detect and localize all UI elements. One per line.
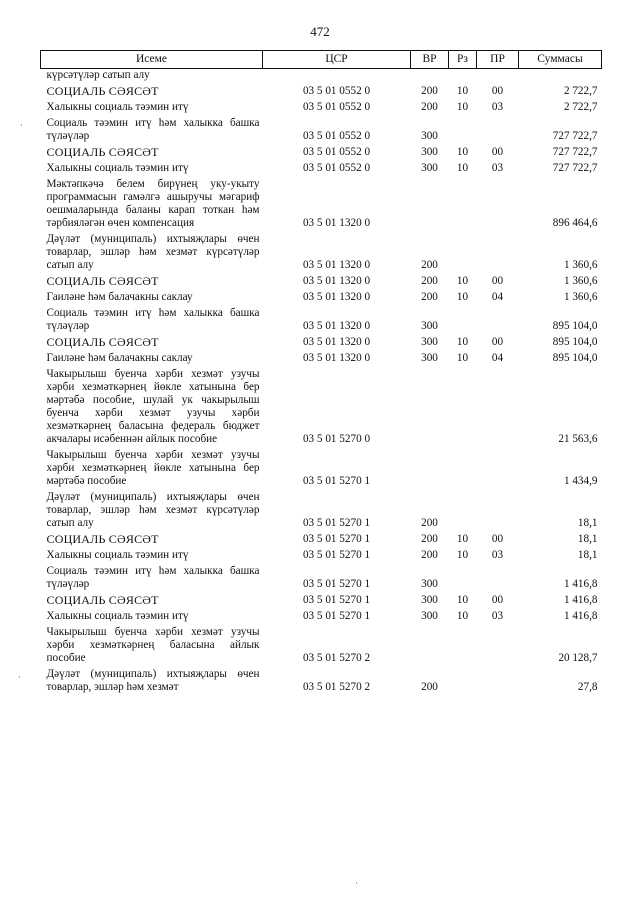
- cell-name: СОЦИАЛЬ СӘЯСӘТ: [46, 532, 159, 546]
- cell-csr: [263, 69, 411, 83]
- cell-csr: 03 5 01 1320 0: [302, 336, 371, 348]
- table-row: [41, 546, 602, 562]
- cell-pr: 04: [491, 291, 504, 303]
- cell-vr: 300: [421, 336, 438, 348]
- cell-rz: [449, 365, 477, 446]
- cell-rz: 10: [456, 352, 469, 364]
- cell-csr: 03 5 01 5270 1: [302, 533, 371, 545]
- table-row: [41, 159, 602, 175]
- table-row: [41, 114, 602, 143]
- cell-name: Гаиләне һәм балачакны саклау: [46, 291, 193, 303]
- cell-rz: [449, 446, 477, 488]
- cell-name: күрсәтүләр сатып алу: [46, 69, 150, 81]
- cell-rz: [449, 175, 477, 230]
- cell-name: СОЦИАЛЬ СӘЯСӘТ: [46, 593, 159, 607]
- cell-name: Чакырылыш буенча хәрби хезмәт узучы хәрби хезмәткәрнең баласына айлык пособие: [46, 626, 260, 664]
- cell-pr: [477, 175, 519, 230]
- cell-name: СОЦИАЛЬ СӘЯСӘТ: [46, 335, 159, 349]
- cell-pr: 00: [491, 146, 504, 158]
- table-row: [41, 349, 602, 365]
- cell-pr: 00: [491, 275, 504, 287]
- cell-sum: 27,8: [577, 681, 598, 693]
- cell-pr: [477, 365, 519, 446]
- cell-rz: [449, 623, 477, 665]
- cell-pr: [477, 562, 519, 591]
- cell-vr: 300: [421, 320, 438, 332]
- cell-rz: 10: [456, 533, 469, 545]
- page-number: 472: [310, 24, 330, 39]
- cell-sum: 2 722,7: [563, 101, 598, 113]
- table-row: [41, 272, 602, 288]
- cell-pr: [477, 230, 519, 272]
- cell-csr: 03 5 01 1320 0: [302, 320, 371, 332]
- cell-name: Халыкны социаль тәэмин итү: [46, 549, 189, 561]
- cell-rz: [449, 69, 477, 83]
- cell-sum: 21 563,6: [558, 433, 598, 445]
- cell-pr: 03: [491, 162, 504, 174]
- cell-sum: 18,1: [577, 533, 598, 545]
- cell-pr: [477, 623, 519, 665]
- cell-rz: 10: [456, 291, 469, 303]
- table-row: [41, 333, 602, 349]
- cell-name: СОЦИАЛЬ СӘЯСӘТ: [46, 274, 159, 288]
- cell-sum: 2 722,7: [563, 85, 598, 97]
- cell-name: Халыкны социаль тәэмин итү: [46, 610, 189, 622]
- cell-rz: 10: [456, 101, 469, 113]
- cell-vr: 300: [421, 594, 438, 606]
- cell-rz: 10: [456, 275, 469, 287]
- cell-sum: 1 416,8: [563, 610, 598, 622]
- cell-csr: 03 5 01 5270 2: [302, 681, 371, 693]
- cell-pr: [477, 446, 519, 488]
- cell-name: Халыкны социаль тәэмин итү: [46, 162, 189, 174]
- cell-name: Чакырылыш буенча хәрби хезмәт узучы хәрби хезмәткәрнең йөкле хатынына бер мәртәбә пособие: [46, 449, 260, 487]
- cell-pr: [477, 69, 519, 83]
- cell-vr: 200: [421, 101, 438, 113]
- cell-csr: 03 5 01 5270 1: [302, 517, 371, 529]
- cell-vr: 200: [421, 259, 438, 271]
- table-row: [41, 562, 602, 591]
- table-row: [41, 530, 602, 546]
- cell-rz: 10: [456, 146, 469, 158]
- cell-rz: 10: [456, 85, 469, 97]
- cell-pr: 00: [491, 336, 504, 348]
- cell-rz: 10: [456, 610, 469, 622]
- table-row: [41, 665, 602, 694]
- margin-mark: ·: [20, 120, 23, 130]
- header-csr: ЦСР: [263, 51, 411, 69]
- cell-rz: [449, 488, 477, 530]
- cell-csr: 03 5 01 0552 0: [302, 85, 371, 97]
- cell-sum: 727 722,7: [552, 162, 598, 174]
- cell-vr: [411, 623, 449, 665]
- cell-name: Гаиләне һәм балачакны саклау: [46, 352, 193, 364]
- table-row: [41, 607, 602, 623]
- cell-name: Социаль тәэмин итү һәм халыкка башка түләүләр: [46, 307, 260, 332]
- table-row: [41, 304, 602, 333]
- cell-sum: 1 360,6: [563, 275, 598, 287]
- cell-csr: 03 5 01 1320 0: [302, 217, 371, 229]
- header-pr: ПР: [477, 51, 519, 69]
- cell-name: СОЦИАЛЬ СӘЯСӘТ: [46, 84, 159, 98]
- header-rz: Рз: [449, 51, 477, 69]
- table-row: [41, 288, 602, 304]
- cell-rz: [449, 230, 477, 272]
- cell-csr: 03 5 01 1320 0: [302, 259, 371, 271]
- table-row: [41, 143, 602, 159]
- cell-vr: 300: [421, 610, 438, 622]
- header-name: Исеме: [41, 51, 263, 69]
- cell-csr: 03 5 01 1320 0: [302, 275, 371, 287]
- cell-sum: 1 360,6: [563, 291, 598, 303]
- cell-csr: 03 5 01 0552 0: [302, 101, 371, 113]
- cell-csr: 03 5 01 5270 1: [302, 594, 371, 606]
- cell-pr: [477, 665, 519, 694]
- cell-csr: 03 5 01 1320 0: [302, 291, 371, 303]
- cell-sum: 1 416,8: [563, 578, 598, 590]
- cell-csr: 03 5 01 0552 0: [302, 130, 371, 142]
- cell-pr: 00: [491, 533, 504, 545]
- cell-csr: 03 5 01 0552 0: [302, 146, 371, 158]
- cell-pr: 03: [491, 549, 504, 561]
- cell-csr: 03 5 01 5270 0: [302, 433, 371, 445]
- cell-vr: 300: [421, 162, 438, 174]
- cell-pr: 00: [491, 594, 504, 606]
- cell-csr: 03 5 01 5270 1: [302, 475, 371, 487]
- cell-csr: 03 5 01 5270 2: [302, 652, 371, 664]
- header-vr: ВР: [411, 51, 449, 69]
- table-row: [41, 82, 602, 98]
- cell-pr: 03: [491, 101, 504, 113]
- cell-rz: [449, 304, 477, 333]
- cell-vr: [411, 69, 449, 83]
- cell-csr: 03 5 01 1320 0: [302, 352, 371, 364]
- cell-vr: 300: [421, 578, 438, 590]
- cell-pr: [477, 114, 519, 143]
- table-header: [41, 51, 602, 69]
- cell-sum: 18,1: [577, 549, 598, 561]
- cell-sum: 896 464,6: [552, 217, 598, 229]
- cell-sum: [519, 69, 602, 83]
- budget-table: [40, 50, 602, 694]
- cell-vr: 300: [421, 130, 438, 142]
- cell-vr: 200: [421, 533, 438, 545]
- cell-csr: 03 5 01 0552 0: [302, 162, 371, 174]
- table-row: [41, 69, 602, 83]
- cell-csr: 03 5 01 5270 1: [302, 549, 371, 561]
- cell-sum: 20 128,7: [558, 652, 598, 664]
- table-body: [41, 69, 602, 695]
- cell-vr: 300: [421, 352, 438, 364]
- cell-vr: 200: [421, 275, 438, 287]
- cell-name: Дәүләт (муниципаль) ихтыяҗлары өчен товарлар, эшләр һәм хезмәт күрсәтүләр сатып алу: [46, 233, 260, 271]
- cell-vr: [411, 365, 449, 446]
- cell-vr: [411, 446, 449, 488]
- cell-name: Социаль тәэмин итү һәм халыкка башка түләүләр: [46, 117, 260, 142]
- cell-vr: 200: [421, 85, 438, 97]
- cell-rz: 10: [456, 594, 469, 606]
- cell-name: СОЦИАЛЬ СӘЯСӘТ: [46, 145, 159, 159]
- cell-sum: 727 722,7: [552, 146, 598, 158]
- cell-pr: 04: [491, 352, 504, 364]
- cell-rz: 10: [456, 549, 469, 561]
- cell-vr: 300: [421, 146, 438, 158]
- table-row: [41, 230, 602, 272]
- cell-name: Дәүләт (муниципаль) ихтыяҗлары өчен товарлар, эшләр һәм хезмәт: [46, 668, 260, 693]
- cell-pr: 00: [491, 85, 504, 97]
- cell-name: Дәүләт (муниципаль) ихтыяҗлары өчен товарлар, эшләр һәм хезмәт күрсәтүләр сатып алу: [46, 491, 260, 529]
- margin-mark: ·: [18, 672, 21, 682]
- cell-pr: 03: [491, 610, 504, 622]
- cell-rz: [449, 114, 477, 143]
- cell-csr: 03 5 01 5270 1: [302, 578, 371, 590]
- cell-sum: 727 722,7: [552, 130, 598, 142]
- cell-vr: 200: [421, 517, 438, 529]
- cell-rz: [449, 665, 477, 694]
- cell-name: Чакырылыш буенча хәрби хезмәт узучы хәрби хезмәткәрнең йөкле хатынына бер мәртәбә пособие, шулай ук чакырылыш буенча хәрби хезмәт узучы хәрби хезмәткәрнең баласына федераль бюджет акчалары исәбеннән айлык пособие: [46, 368, 260, 445]
- cell-rz: 10: [456, 336, 469, 348]
- header-sum: Суммасы: [519, 51, 602, 69]
- cell-pr: [477, 304, 519, 333]
- table-row: [41, 488, 602, 530]
- cell-vr: 200: [421, 549, 438, 561]
- cell-vr: 200: [421, 681, 438, 693]
- table-row: [41, 591, 602, 607]
- table-row: [41, 446, 602, 488]
- cell-pr: [477, 488, 519, 530]
- cell-sum: 895 104,0: [552, 352, 598, 364]
- table-row: [41, 623, 602, 665]
- cell-sum: 1 416,8: [563, 594, 598, 606]
- cell-vr: 200: [421, 291, 438, 303]
- cell-name: Социаль тәэмин итү һәм халыкка башка түләүләр: [46, 565, 260, 590]
- table-row: [41, 98, 602, 114]
- table-row: [41, 365, 602, 446]
- cell-vr: [411, 175, 449, 230]
- cell-sum: 18,1: [577, 517, 598, 529]
- cell-name: Халыкны социаль тәэмин итү: [46, 101, 189, 113]
- cell-sum: 895 104,0: [552, 320, 598, 332]
- cell-rz: [449, 562, 477, 591]
- cell-sum: 1 360,6: [563, 259, 598, 271]
- cell-sum: 895 104,0: [552, 336, 598, 348]
- cell-sum: 1 434,9: [563, 475, 598, 487]
- table-row: [41, 175, 602, 230]
- margin-mark: ·: [355, 878, 358, 888]
- cell-name: Мәктәпкәчә белем бирүнең уку-укыту программасын гамәлгә ашыручы мәгариф оешмаларында баланы карап тоткан һәм тәрбияләгән өчен компенсация: [46, 178, 260, 229]
- cell-rz: 10: [456, 162, 469, 174]
- cell-csr: 03 5 01 5270 1: [302, 610, 371, 622]
